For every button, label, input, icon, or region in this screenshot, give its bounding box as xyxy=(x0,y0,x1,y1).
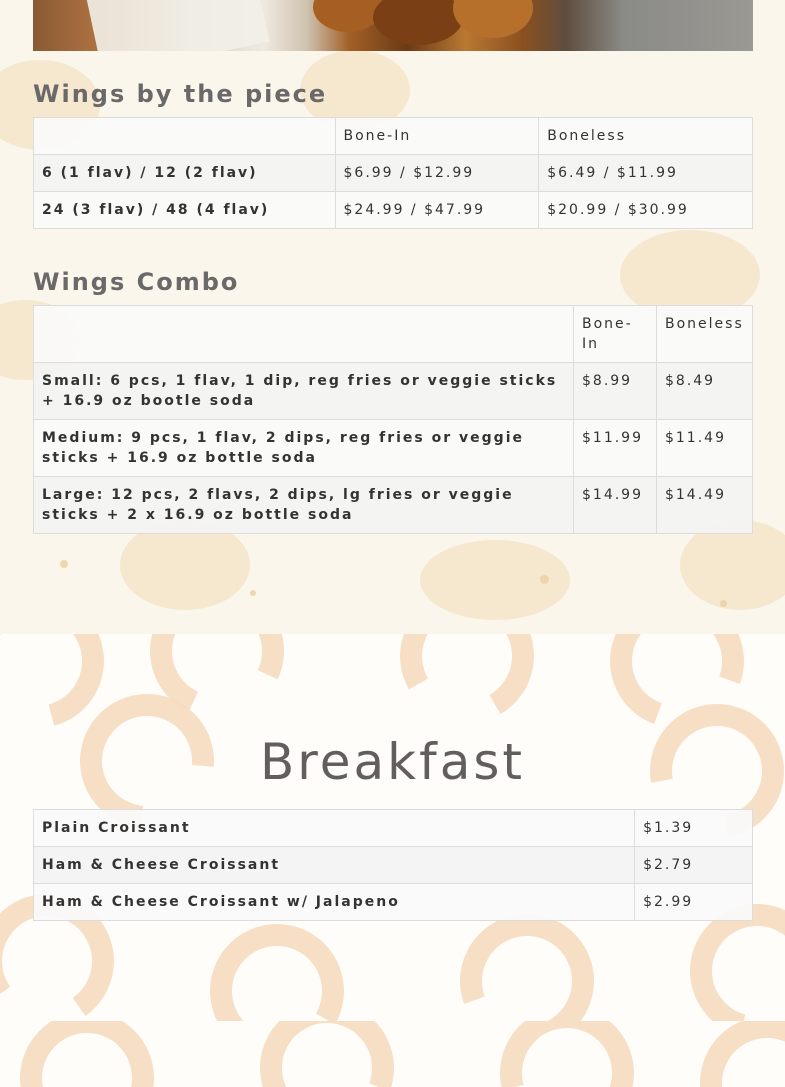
table-row xyxy=(34,810,753,847)
menu-item-name: 6 (1 flav) / 12 (2 flav) xyxy=(34,155,336,192)
photo-paper-liner xyxy=(87,0,270,51)
background-croissant-pattern xyxy=(385,634,549,738)
table-header-row xyxy=(34,306,753,363)
background-pattern-dot xyxy=(720,600,727,607)
table-row xyxy=(34,155,753,192)
table-row xyxy=(34,363,753,420)
menu-item-name: Plain Croissant xyxy=(34,810,635,847)
price-boneless: $8.49 xyxy=(656,363,752,420)
price-boneless: $11.49 xyxy=(656,420,752,477)
price-bone-in: $6.99 / $12.99 xyxy=(335,155,539,192)
table-row xyxy=(34,192,753,229)
background-croissant-pattern xyxy=(475,1021,658,1087)
wings-photo xyxy=(33,0,753,51)
table-row xyxy=(34,847,753,884)
table-header-cell xyxy=(34,118,336,155)
price-boneless: $14.49 xyxy=(656,477,752,534)
wings-by-piece-table xyxy=(33,117,753,229)
background-pattern-dot xyxy=(60,560,68,568)
price-boneless: $20.99 / $30.99 xyxy=(539,192,753,229)
menu-item-name: Small: 6 pcs, 1 flav, 1 dip, reg fries or veggie sticks + 16.9 oz bootle soda xyxy=(34,363,574,420)
background-pattern-dot xyxy=(250,590,256,596)
breakfast-heading: Breakfast xyxy=(259,733,525,791)
background-croissant-pattern xyxy=(195,909,359,1021)
table-header-cell: Boneless xyxy=(656,306,752,363)
price: $2.79 xyxy=(635,847,753,884)
wings-combo-table xyxy=(33,305,753,534)
table-row xyxy=(34,884,753,921)
wings-combo-heading: Wings Combo xyxy=(33,268,240,296)
background-croissant-pattern xyxy=(1,1021,173,1087)
table-row xyxy=(34,477,753,534)
background-croissant-pattern xyxy=(238,1021,416,1087)
table-header-cell xyxy=(34,306,574,363)
price-bone-in: $24.99 / $47.99 xyxy=(335,192,539,229)
menu-item-name: Large: 12 pcs, 2 flavs, 2 dips, lg fries or veggie sticks + 2 x 16.9 oz bottle soda xyxy=(34,477,574,534)
price: $1.39 xyxy=(635,810,753,847)
price: $2.99 xyxy=(635,884,753,921)
background-croissant-pattern xyxy=(681,1021,785,1087)
price-boneless: $6.49 / $11.99 xyxy=(539,155,753,192)
breakfast-table xyxy=(33,809,753,921)
photo-wing-piece xyxy=(373,0,463,45)
table-header-cell: Bone-In xyxy=(574,306,657,363)
photo-wing-piece xyxy=(453,0,533,38)
table-header-cell: Bone-In xyxy=(335,118,539,155)
price-bone-in: $14.99 xyxy=(574,477,657,534)
price-bone-in: $8.99 xyxy=(574,363,657,420)
price-bone-in: $11.99 xyxy=(574,420,657,477)
table-header-row xyxy=(34,118,753,155)
menu-item-name: Ham & Cheese Croissant w/ Jalapeno xyxy=(34,884,635,921)
menu-item-name: Ham & Cheese Croissant xyxy=(34,847,635,884)
table-row xyxy=(34,420,753,477)
next-section-pattern xyxy=(0,1021,785,1087)
background-pattern-dot xyxy=(540,575,549,584)
menu-item-name: 24 (3 flav) / 48 (4 flav) xyxy=(34,192,336,229)
menu-item-name: Medium: 9 pcs, 1 flav, 2 dips, reg fries or veggie sticks + 16.9 oz bottle soda xyxy=(34,420,574,477)
wings-by-piece-heading: Wings by the piece xyxy=(33,80,328,108)
table-header-cell: Boneless xyxy=(539,118,753,155)
